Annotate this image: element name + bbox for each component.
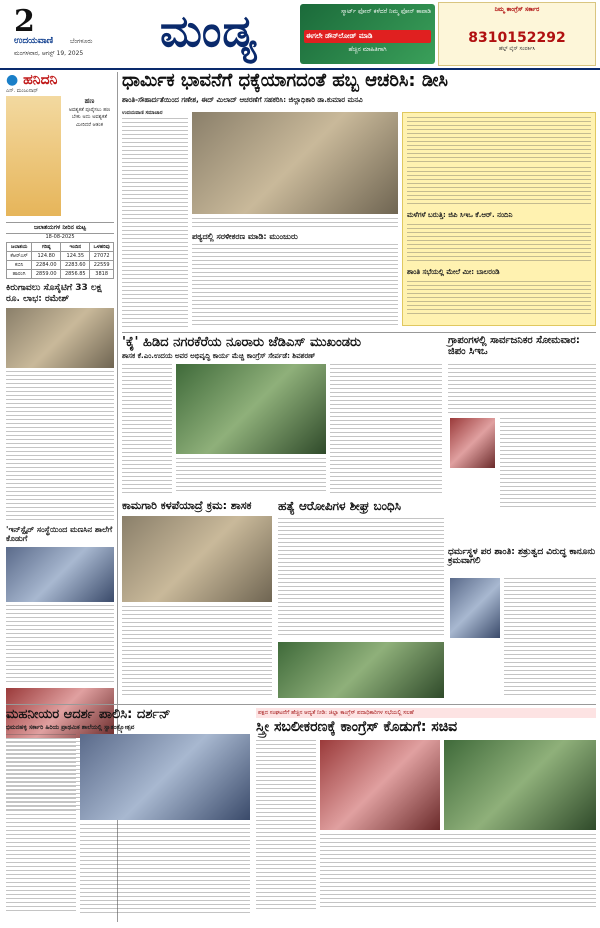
city-title: ಮಂಡ್ಯ (160, 6, 258, 57)
dateline: ಮಂಗಳವಾರ, ಆಗಸ್ಟ್ 19, 2025 (14, 50, 84, 57)
table-cell: ಕೆಆರ್‌ಎಸ್ (7, 252, 32, 261)
left-headline-inspire: 'ಇನ್‌ಸ್ಪೈರ್ ಸಂಸ್ಥೆಯಿಂದ ಮಣಸಿನ ಶಾಲೆಗೆ ಕೊಡುಗೆ (6, 524, 113, 544)
table-cell: ಹಾರಂಗಿ (7, 270, 32, 279)
article-body (6, 371, 114, 521)
article-body (176, 458, 326, 494)
masthead (0, 0, 600, 68)
section-rule (6, 704, 596, 705)
table-cell: 2284.00 (32, 261, 61, 270)
article-body (6, 605, 114, 685)
article-body (122, 364, 172, 494)
article-body (122, 118, 188, 328)
article-body (320, 834, 596, 910)
photo-ceo (450, 418, 495, 468)
table-row (7, 252, 114, 261)
table-cell: 3818 (90, 270, 114, 279)
reservoir-table-title: ಜಲಾಶಯಗಳ ನೀರಿನ ಮಟ್ಟ (6, 222, 114, 234)
photo-dc-meeting (192, 112, 398, 214)
section-rule (122, 332, 596, 333)
article-body (500, 418, 596, 508)
article-body (80, 824, 250, 914)
advert-app-cta: ಈಗಲೇ ಡೌನ್‌ಲೋಡ್ ಮಾಡಿ (304, 30, 431, 43)
table-header: ಇಂದಿನ (61, 243, 90, 252)
bottom-banner: ಪಕ್ಷದ ಸಂಘಟನೆಗೆ ಹೆಚ್ಚಿನ ಆದ್ಯತೆ ನೀಡಿ: ಜಿಲ್ಲಾ ಕಾಂಗ್ರೆಸ್ ಪದಾಧಿಕಾರಿಗಳ ಸಭೆಯಲ್ಲಿ ಸಲಹೆ (256, 708, 596, 718)
photo-inspire (6, 547, 114, 602)
photo-jds-joining (176, 364, 326, 454)
kamagari-headline: ಕಾಮಗಾರಿ ಕಳಪೆಯಾದ್ರೆ ಕ್ರಮ: ಶಾಸಕ (122, 499, 252, 512)
logo-part-a: ಹನಿ (23, 72, 41, 88)
hani-dani-logo (6, 72, 114, 88)
advert-helpline-sub: ಹೆಲ್ಪ್ ಲೈನ್ ಸಂಪರ್ಕಿಸಿ (498, 46, 536, 52)
article-body (278, 518, 444, 638)
drop-icon: ● (6, 72, 19, 88)
dharma-headline: ಧರ್ಮಸ್ಥಳ ಪರ ಶಾಂತಿ: ಶತ್ರುತ್ವದ ವಿರುದ್ಧ ಕಾನೂನು ಕ್ರಮವಾಗಲಿ (448, 547, 596, 567)
quote-body (407, 167, 591, 207)
article-body (407, 224, 591, 264)
article-body (407, 281, 591, 315)
reservoir-table-date: 18-08-2025 (45, 234, 75, 240)
top-reporter: ಉದಯವಾಣಿ ಸಮಾಚಾರ (122, 110, 163, 116)
article-body (192, 244, 398, 328)
table-header: ಗರಿಷ್ಠ (32, 243, 61, 252)
table-cell: 124.80 (32, 252, 61, 261)
photo-society (6, 308, 114, 368)
bottom-subheadline-1: ಭಿಮನಹಳ್ಳಿ ಸರ್ಕಾರಿ ಹಿರಿಯ ಪ್ರಾಥಮಿಕ ಶಾಲೆಯಲ್ಲಿ ಸ್ವಾತಂತ್ರ್ಯೋತ್ಸವ (6, 724, 135, 731)
top-headline: ಧಾರ್ಮಿಕ ಭಾವನೆಗೆ ಧಕ್ಕೆಯಾಗದಂತೆ ಹಬ್ಬ ಆಚರಿಸಿ: ಡೀಸಿ (122, 70, 448, 91)
article-body (448, 364, 596, 414)
top-subheadline: ಶಾಂತಿ-ಸೌಹಾರ್ದತೆಯಿಂದ ಗಣೇಶ, ಈದ್ ಮಿಲಾದ್ ಆಚರಣೆಗೆ ಸಹಕರಿಸಿ: ಜಿಲ್ಲಾಧಿಕಾರಿ ಡಾ.ಕುಮಾರ ಮನವಿ (122, 96, 363, 104)
photo-kamagari (122, 516, 272, 602)
yellow-headline-2: ಶಾಂತಿ ಸಭೆಯಲ್ಲಿ ಮೇಲೆ ಮೀ: ಬಾಲರಂಡಿ (407, 268, 500, 276)
jds-subheadline: ಶಾಸಕ ಕೆ.ಎಂ.ಉದಯ ಅವರ ಅಭಿವೃದ್ಧಿ ಕಾರ್ಯ ಮೆಚ್ಚಿ ಕಾಂಗ್ರೆಸ್ ಸೇರ್ಪಡೆ: ಶಿವಶರಣ್ (122, 352, 316, 360)
brand-name: ಉದಯವಾಣಿ (14, 36, 54, 46)
photo-school (80, 734, 250, 820)
yellow-quote-box (402, 112, 596, 326)
jds-headline: 'ಕೈ' ಹಿಡಿದ ನಗರಕೆರೆಯ ನೂರಾರು ಜೆಡಿಎಸ್ ಮುಖಂಡರು (122, 335, 361, 350)
left-headline-society: ಕಿರುಗಾವಲು ಸೊಸೈಟಿಗೆ 33 ಲಕ್ಷ ರೂ. ಲಾಭ: ರಮೇಶ್ (6, 283, 102, 304)
table-row (7, 270, 114, 279)
photo-protest (278, 642, 444, 698)
gram-headline: ಗ್ರಾಪಂಗಳಲ್ಲಿ ಸಾರ್ವಜನಿಕರ ಸೋಮವಾರ: ಜಿಪಂ ಸಿಇಒ (448, 335, 580, 357)
advert-helpline-title: ನಿಮ್ಮ ಕಾಂಗ್ರೆಸ್ ಸರ್ಕಾರ (494, 6, 540, 13)
table-row (7, 261, 114, 270)
article-body (504, 578, 596, 698)
hani-illustration (6, 96, 61, 216)
logo-part-b: ದನಿ (40, 72, 58, 88)
photo-dharma (450, 578, 500, 638)
advert-app-bottom: ಹೆಚ್ಚಿನ ಮಾಹಿತಿಗಾಗಿ (348, 46, 387, 53)
poem-body: ಅವಶ್ಯಕತೆ ಪೂರೈಸಲು ಹಣ ಬೇಕು ಅದು ಅವಶ್ಯಕತೆ ಮೀರಿದರೆ ಆತಂಕ (68, 106, 111, 128)
edition: ಬೆಂಗಳೂರು (70, 38, 93, 45)
advert-helpline-phone: 8310152292 (468, 30, 566, 46)
poem-title: ಹಣ (84, 97, 95, 105)
quote-body (407, 117, 591, 163)
table-cell: 2859.00 (32, 270, 61, 279)
article-body (330, 364, 442, 494)
advert-app-top: ಸ್ಮಾರ್ಟ್ ಫೋನ್ ಕಳೆದರೆ ನಿಮ್ಮ ಫೋನ್ ಕಾಪಾಡಿ (341, 8, 431, 15)
table-cell: ಕಬಿನಿ (7, 261, 32, 270)
photo-caption (192, 218, 398, 228)
page-number: 2 (14, 4, 35, 39)
hani-box (6, 96, 114, 216)
advert-helpline (438, 2, 596, 66)
table-cell: 22559 (90, 261, 114, 270)
bottom-headline-1: ಮಹನೀಯರ ಆದರ್ಶ ಪಾಲಿಸಿ: ದರ್ಶನ್ (6, 707, 171, 722)
table-cell: 2283.60 (61, 261, 90, 270)
hani-byline: ಎನ್. ಮಂಜುನಾಥ್ (6, 88, 39, 94)
bottom-headline-2: ಸ್ತ್ರೀ ಸಬಲೀಕರಣಕ್ಕೆ ಕಾಂಗ್ರೆಸ್ ಕೊಡುಗೆ: ಸಚಿವ (256, 719, 458, 735)
reservoir-table (6, 242, 114, 279)
table-cell: 124.35 (61, 252, 90, 261)
hatya-headline: ಹತ್ಯೆ ಆರೋಪಿಗಳ ಶೀಘ್ರ ಬಂಧಿಸಿ (278, 499, 402, 513)
hani-poem (65, 96, 114, 216)
table-header: ಜಲಾಶಯ (7, 243, 32, 252)
article-body (122, 606, 272, 698)
advert-app (300, 4, 435, 64)
table-cell: 2856.85 (61, 270, 90, 279)
photo-women-event (444, 740, 596, 830)
yellow-headline-1: ಮಳೆಗಳೆ ಬರುತ್ತಿ: ಜಿಪಿ ಸಿಇಒ ಕೆ.ಆರ್. ನಂದಿನಿ (407, 211, 513, 219)
table-cell: 27072 (90, 252, 114, 261)
photo-congress-meeting (320, 740, 440, 830)
mid-headline: ಪಠ್ಯದಲ್ಲಿ ಸರಳೀಕರಣ ಮಾಡಿ: ಮುಂಜುರು (192, 232, 298, 241)
article-body (256, 740, 316, 910)
table-header: ಒಳಹರಿವು (90, 243, 114, 252)
article-body (6, 734, 76, 914)
